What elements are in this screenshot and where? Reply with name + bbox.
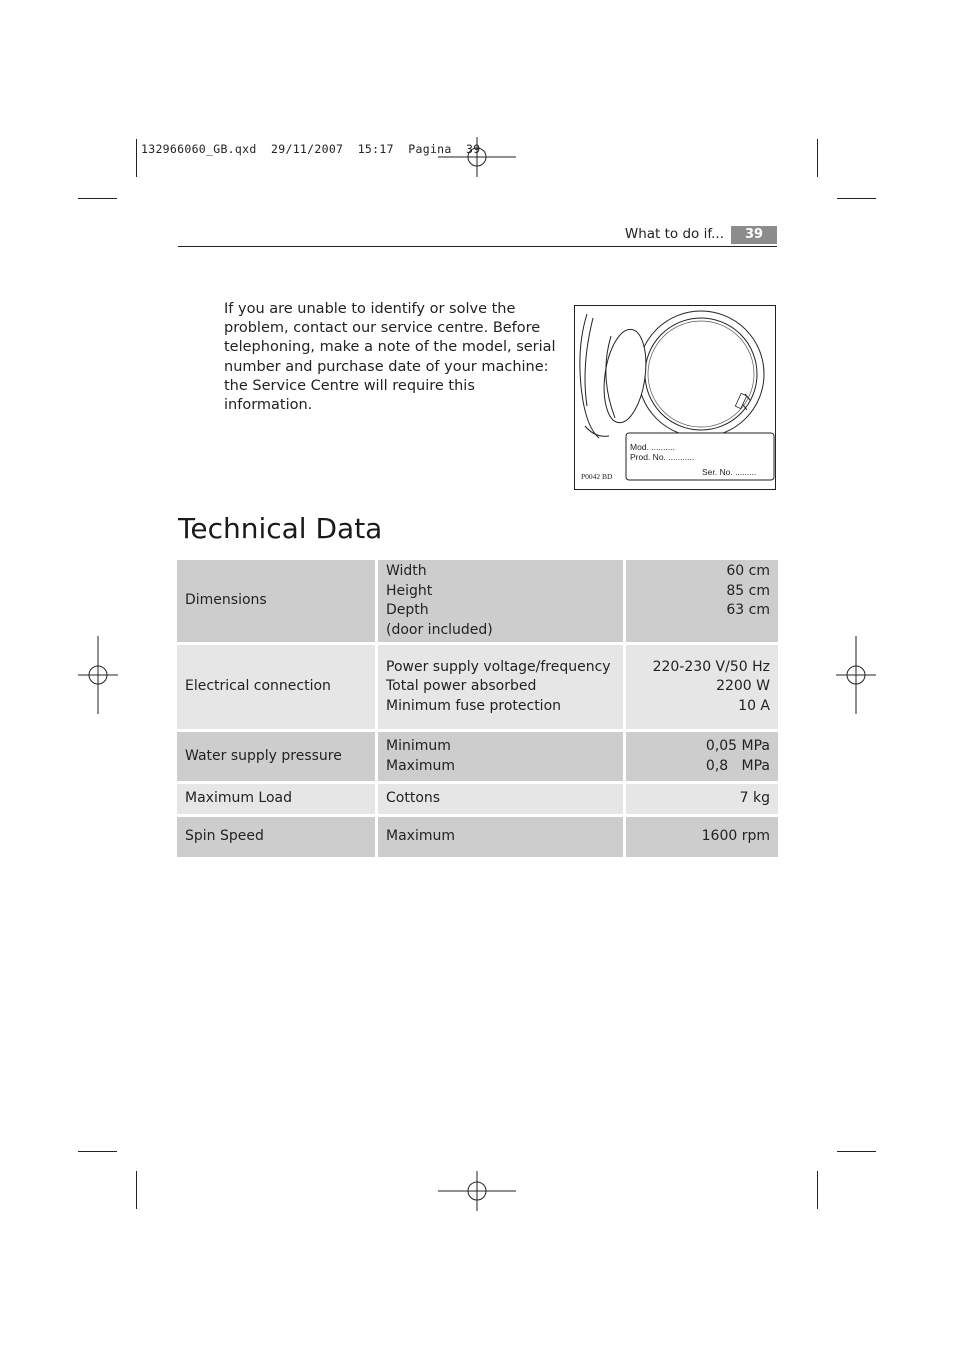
value-voltage: 220-230 V/50 Hz (652, 658, 770, 675)
item-voltage: Power supply voltage/frequency (386, 658, 611, 675)
row-values (626, 645, 778, 729)
value-depth-note (634, 621, 770, 641)
row-values (626, 784, 778, 814)
row-items (378, 732, 626, 781)
crop-mark (136, 139, 137, 177)
page-title: Technical Data (178, 512, 383, 545)
header-rule (178, 246, 777, 247)
crop-mark (817, 139, 818, 177)
item-depth: Depth (386, 602, 429, 618)
row-values (626, 732, 778, 781)
item-minimum: Minimum (386, 738, 451, 754)
rating-plate-figure (574, 305, 776, 490)
value-maximum: 0,8 MPa (705, 757, 770, 774)
value-width: 60 cm (726, 563, 770, 579)
item-maximum: Maximum (386, 757, 455, 774)
crop-mark (78, 1151, 117, 1152)
crop-mark (837, 1151, 876, 1152)
item-depth-note: (door included) (386, 621, 493, 638)
intro-paragraph: If you are unable to identify or solve the problem, contact our service centre. Before telephoning, make a note of the model, serial number and purchase date of your machine: the Service Centre will require this information. (224, 301, 556, 414)
label-mod: Mod. .......... (630, 442, 675, 452)
row-label: Electrical connection (177, 645, 378, 729)
figure-code: P0042 BD (581, 472, 613, 481)
table-row (177, 817, 778, 857)
item-fuse: Minimum fuse protection (386, 697, 562, 714)
value-fuse: 10 A (738, 697, 770, 714)
label-prod-no: Prod. No. ........... (630, 452, 695, 462)
item-spin-maximum: Maximum (386, 828, 455, 845)
crop-mark (136, 1171, 137, 1209)
crop-mark (78, 198, 117, 199)
table-row (177, 560, 778, 642)
value-spin: 1600 rpm (701, 828, 770, 845)
registration-mark-icon (836, 636, 876, 714)
value-minimum: 0,05 MPa (705, 738, 770, 754)
row-label: Water supply pressure (177, 732, 378, 781)
row-label: Spin Speed (177, 817, 378, 857)
row-items (378, 817, 626, 857)
washing-machine-door-icon (575, 306, 775, 489)
row-values (626, 560, 778, 642)
crop-mark (837, 198, 876, 199)
technical-data-table (177, 560, 778, 857)
row-label: Maximum Load (177, 784, 378, 814)
crop-mark (817, 1171, 818, 1209)
value-height: 85 cm (726, 582, 770, 599)
label-ser-no: Ser. No. ......... (702, 467, 757, 477)
item-height: Height (386, 582, 433, 599)
section-header: What to do if... (624, 226, 724, 242)
item-cottons: Cottons (386, 790, 441, 807)
row-label: Dimensions (177, 560, 378, 642)
item-width: Width (386, 563, 427, 579)
table-row (177, 732, 778, 781)
table-row (177, 784, 778, 814)
value-load: 7 kg (739, 790, 770, 807)
registration-mark-icon (78, 636, 118, 714)
item-power: Total power absorbed (386, 678, 537, 695)
page-number: 39 (731, 226, 777, 244)
value-depth: 63 cm (726, 602, 770, 618)
row-values (626, 817, 778, 857)
table-row (177, 645, 778, 729)
print-slug: 132966060_GB.qxd 29/11/2007 15:17 Pagina 39 (141, 142, 481, 156)
registration-mark-icon (438, 1171, 516, 1211)
row-items (378, 784, 626, 814)
row-items (378, 560, 626, 642)
value-power: 2200 W (716, 678, 770, 695)
row-items (378, 645, 626, 729)
